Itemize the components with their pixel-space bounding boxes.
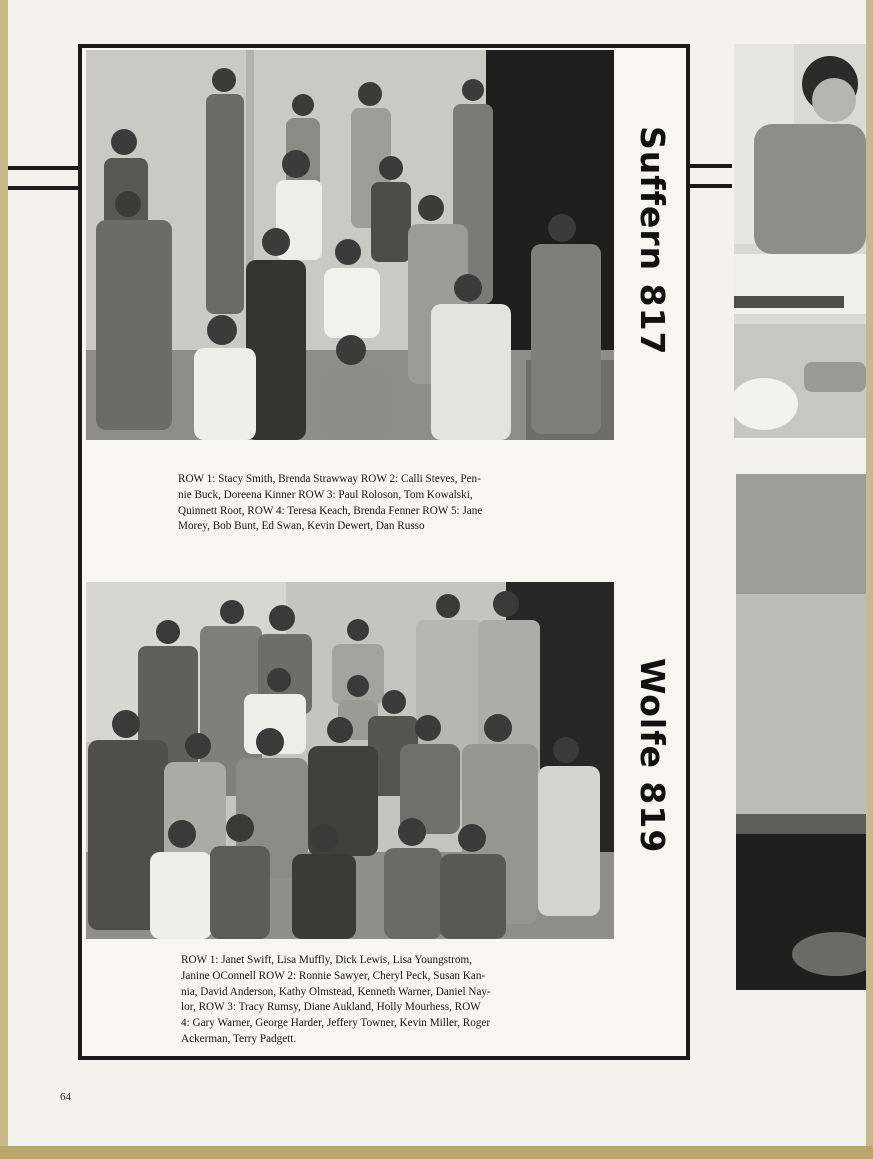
wolfe-group-photo [86,582,614,939]
caption-line: 4: Gary Warner, George Harder, Jeffery Towner, Kevin Miller, Roger [181,1017,491,1030]
left-rule-top [8,166,82,170]
right-rule-top [688,164,732,168]
section-title: Wolfe 819 [633,658,672,854]
left-rule-bottom [8,186,82,190]
side-photo-classroom [734,44,866,438]
caption-line: lor, ROW 3: Tracy Rumsy, Diane Aukland, Holly Mourhess, ROW [181,1001,481,1014]
side-photo-sports [736,474,866,990]
caption-line: ROW 1: Janet Swift, Lisa Muffly, Dick Lewis, Lisa Youngstrom, [181,954,472,966]
page-edge [0,1146,873,1159]
caption-line: nie Buck, Doreena Kinner ROW 3: Paul Roloson, Tom Kowalski, [178,488,473,501]
caption-line: Quinnett Root, ROW 4: Teresa Keach, Brenda Fenner ROW 5: Jane [178,504,483,517]
photo-caption [181,953,491,1048]
caption-line: nia, David Anderson, Kathy Olmstead, Kenneth Warner, Daniel Nay- [181,985,491,998]
caption-line: Morey, Bob Bunt, Ed Swan, Kevin Dewert, Dan Russo [178,520,425,533]
caption-line: Janine OConnell ROW 2: Ronnie Sawyer, Cheryl Peck, Susan Kan- [181,969,486,982]
right-rule-bottom [688,184,732,188]
suffern-group-photo [86,50,614,440]
page-number: 64 [60,1091,71,1103]
photo-caption [178,472,482,535]
section-title: Suffern 817 [633,126,672,356]
caption-line: Ackerman, Terry Padgett. [181,1032,297,1045]
caption-line: ROW 1: Stacy Smith, Brenda Strawway ROW 2: Calli Steves, Pen- [178,473,481,485]
